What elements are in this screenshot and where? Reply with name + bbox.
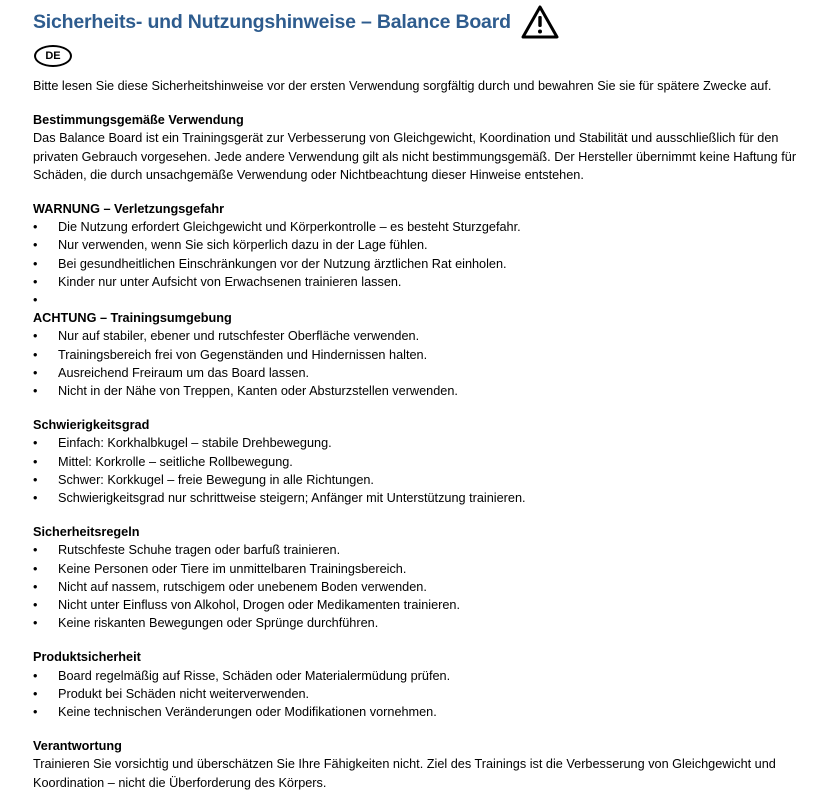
section-heading: Bestimmungsgemäße Verwendung	[33, 113, 244, 128]
list-item: • Ausreichend Freiraum um das Board lassen.	[33, 364, 798, 382]
list-item: • Die Nutzung erfordert Gleichgewicht und Körperkontrolle – es besteht Sturzgefahr.	[33, 218, 798, 236]
section-heading: Produktsicherheit	[33, 650, 141, 665]
bullet-icon: •	[33, 329, 38, 344]
document-body	[33, 77, 798, 792]
intro-text: Bitte lesen Sie diese Sicherheitshinweise vor der ersten Verwendung sorgfältig durch und bewahren Sie sie für spätere Zwecke auf.	[33, 79, 772, 93]
bullet-icon: •	[33, 384, 38, 399]
bullet-icon: •	[33, 454, 38, 469]
section-intended-use	[33, 111, 798, 184]
bullet-icon: •	[33, 579, 38, 594]
section-warning	[33, 200, 798, 309]
bullet-icon: •	[33, 561, 38, 576]
warning-triangle-icon	[521, 5, 559, 39]
list-item: • Keine technischen Veränderungen oder Modifikationen vornehmen.	[33, 703, 798, 721]
bullet-icon: •	[33, 293, 38, 308]
bullet-icon: •	[33, 668, 38, 683]
bullet-icon: •	[33, 238, 38, 253]
list-item: • Mittel: Korkrolle – seitliche Rollbewegung.	[33, 453, 798, 471]
bullet-icon: •	[33, 705, 38, 720]
bullet-icon: •	[33, 598, 38, 613]
document-title: Sicherheits- und Nutzungshinweise – Balance Board	[33, 10, 511, 33]
list-item: • Kinder nur unter Aufsicht von Erwachsenen trainieren lassen.	[33, 273, 798, 291]
list-item: • Trainingsbereich frei von Gegenständen und Hindernissen halten.	[33, 346, 798, 364]
title-row	[33, 4, 559, 40]
list-item: • Nur verwenden, wenn Sie sich körperlich dazu in der Lage fühlen.	[33, 236, 798, 254]
bullet-list	[33, 541, 798, 632]
section-heading: Verantwortung	[33, 739, 122, 754]
bullet-icon: •	[33, 543, 38, 558]
bullet-icon: •	[33, 220, 38, 235]
bullet-icon: •	[33, 347, 38, 362]
language-badge: DE	[34, 45, 72, 67]
section-responsibility	[33, 737, 798, 792]
list-item: • Produkt bei Schäden nicht weiterverwenden.	[33, 685, 798, 703]
list-item: • Keine Personen oder Tiere im unmittelbaren Trainingsbereich.	[33, 560, 798, 578]
empty-list-item	[33, 291, 798, 309]
list-item: • Board regelmäßig auf Risse, Schäden oder Materialermüdung prüfen.	[33, 667, 798, 685]
section-safety-rules	[33, 523, 798, 632]
list-item: • Nur auf stabiler, ebener und rutschfester Oberfläche verwenden.	[33, 327, 798, 345]
bullet-icon: •	[33, 616, 38, 631]
list-item: • Rutschfeste Schuhe tragen oder barfuß trainieren.	[33, 541, 798, 559]
bullet-icon: •	[33, 686, 38, 701]
section-product-safety	[33, 648, 798, 721]
bullet-list	[33, 434, 798, 507]
bullet-list	[33, 218, 798, 291]
bullet-icon: •	[33, 436, 38, 451]
list-item: • Schwierigkeitsgrad nur schrittweise steigern; Anfänger mit Unterstützung trainieren.	[33, 489, 798, 507]
section-caution	[33, 309, 798, 400]
bullet-list	[33, 327, 798, 400]
section-heading: Sicherheitsregeln	[33, 525, 140, 540]
section-difficulty	[33, 416, 798, 507]
list-item: • Einfach: Korkhalbkugel – stabile Drehbewegung.	[33, 434, 798, 452]
bullet-icon: •	[33, 491, 38, 506]
list-item: • Keine riskanten Bewegungen oder Sprünge durchführen.	[33, 614, 798, 632]
section-heading: Schwierigkeitsgrad	[33, 418, 150, 433]
section-heading: ACHTUNG – Trainingsumgebung	[33, 311, 232, 326]
bullet-list	[33, 667, 798, 722]
bullet-icon: •	[33, 274, 38, 289]
bullet-icon: •	[33, 472, 38, 487]
list-item: • Nicht auf nassem, rutschigem oder unebenem Boden verwenden.	[33, 578, 798, 596]
list-item: • Schwer: Korkkugel – freie Bewegung in alle Richtungen.	[33, 471, 798, 489]
list-item: • Nicht in der Nähe von Treppen, Kanten oder Absturzstellen verwenden.	[33, 382, 798, 400]
bullet-icon: •	[33, 256, 38, 271]
section-heading: WARNUNG – Verletzungsgefahr	[33, 202, 225, 217]
section-text: Das Balance Board ist ein Trainingsgerät zur Verbesserung von Gleichgewicht, Koordination und Stabilität und ausschließlich für den privaten Gebrauch vorgesehen. Jede andere Verwendung gilt als nicht bestimmungsgemäß. Der Hersteller übernimmt keine Haftung für Schäden, die durch unsachgemäße Verwendung oder Nichtbeachtung dieser Hinweise entstehen.	[33, 131, 797, 182]
bullet-icon: •	[33, 365, 38, 380]
section-text: Trainieren Sie vorsichtig und überschätzen Sie Ihre Fähigkeiten nicht. Ziel des Trainings ist die Verbesserung von Gleichgewicht und Koordination – nicht die Überforderung des Körpers.	[33, 757, 776, 790]
list-item: • Bei gesundheitlichen Einschränkungen vor der Nutzung ärztlichen Rat einholen.	[33, 255, 798, 273]
list-item: • Nicht unter Einfluss von Alkohol, Drogen oder Medikamenten trainieren.	[33, 596, 798, 614]
